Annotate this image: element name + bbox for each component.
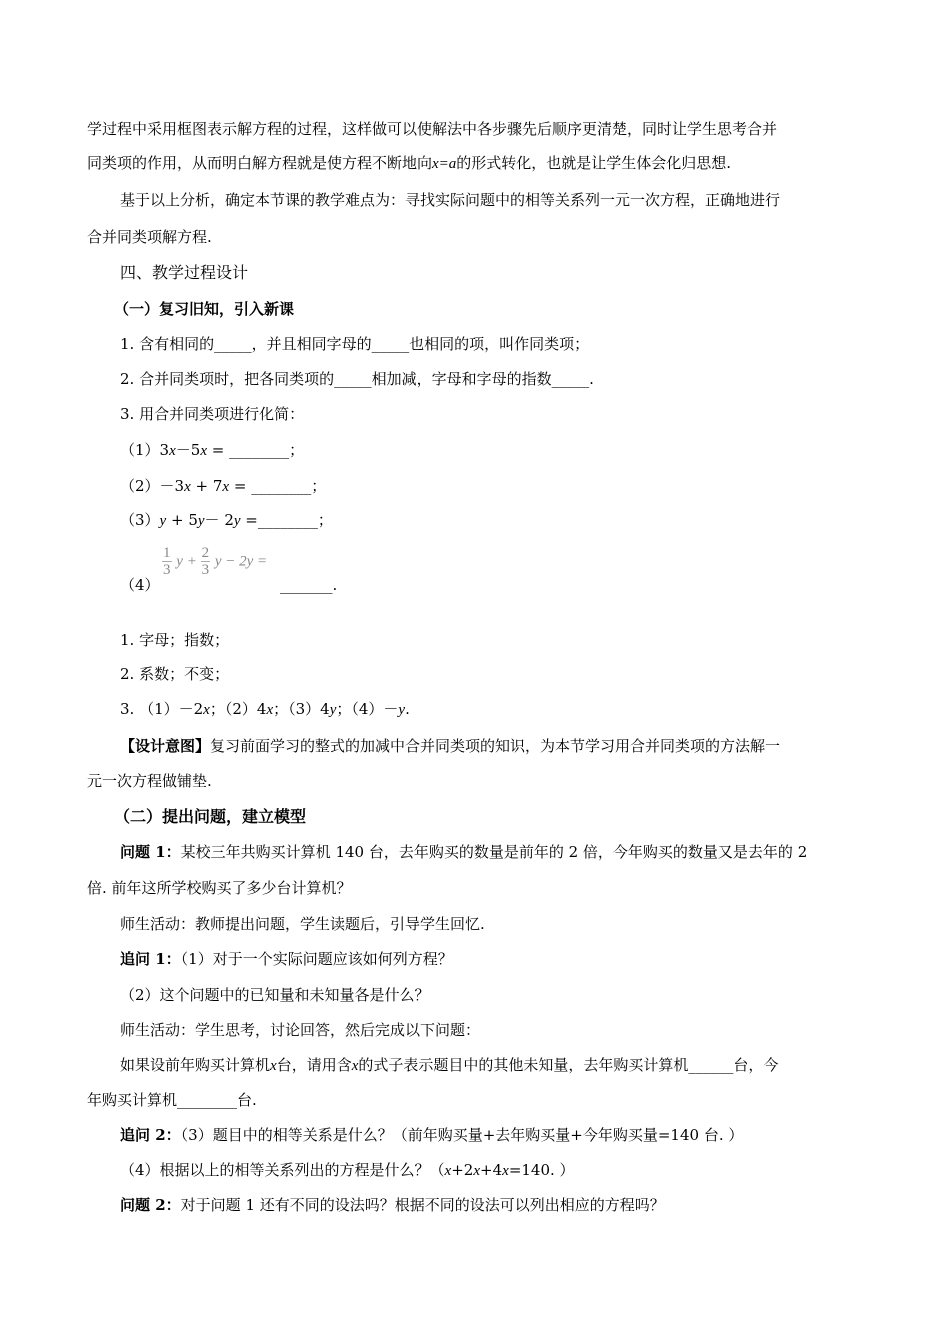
t: _______. [280,576,338,594]
answer-3 [120,699,410,720]
t: y − 2y = [214,553,268,570]
t: ；（3）4 [273,700,330,718]
paragraph-line: 年购买计算机________台. [87,1091,257,1109]
t: = ________； [229,477,327,495]
t: 追问 2： [120,1126,181,1144]
t: ；（2）4 [209,700,267,718]
follow-up-1 [120,949,453,969]
t: （1）3 [120,441,170,459]
fraction [162,545,172,578]
paragraph-line: 基于以上分析，确定本节课的教学难点为：寻找实际问题中的相等关系列一元一次方程，正确地进行 [120,191,781,209]
paragraph-line: 倍. 前年这所学校购买了多少台计算机？ [87,879,352,897]
subsection-heading: （一）复习旧知，引入新课 [114,300,295,318]
text: 同类项的作用，从而明白解方程就是使方程不断地向 [87,154,433,172]
t: x [270,1058,277,1074]
t: y + [176,553,201,570]
paragraph-line: 元一次方程做铺垫. [87,772,212,790]
activity: 师生活动：教师提出问题，学生读题后，引导学生回忆. [120,915,485,933]
t: x [184,479,191,495]
t: =140. ） [508,1161,575,1179]
t: （3）题目中的相等关系是什么？（前年购买量+去年购买量+今年购买量=140 台. ） [180,1126,744,1144]
t: x [444,1163,452,1179]
answer-1: 1. 字母；指数； [120,631,230,649]
t: y [398,702,406,718]
t: x [203,702,210,718]
expression-1 [120,440,304,461]
fraction [201,545,211,578]
t: +4 [480,1161,503,1179]
t: 如果设前年购买计算机 [120,1056,271,1074]
question-1: 1. 含有相同的_____，并且相同字母的_____也相同的项，叫作同类项； [120,335,590,353]
t: x [200,443,207,459]
activity: 师生活动：学生思考，讨论回答，然后完成以下问题： [120,1021,481,1039]
t: 问题 2： [120,1196,181,1214]
paragraph-line: （2）这个问题中的已知量和未知量各是什么？ [120,986,430,1004]
problem-1 [120,842,807,862]
design-intent [120,736,780,756]
paragraph-line [120,1160,575,1181]
t: =________； [240,511,333,529]
expression-2 [120,476,326,497]
t: ；（4）－ [336,700,399,718]
subsection-heading: （二）提出问题，建立模型 [114,807,307,826]
t: （3） [120,511,160,529]
answer-2: 2. 系数；不变； [120,665,230,683]
paragraph-line [87,153,731,174]
t: y [329,702,337,718]
t: +2 [451,1161,474,1179]
t: x [266,702,274,718]
t: 追问 1： [120,950,181,968]
t: 对于问题 1 还有不同的设法吗？根据不同的设法可以列出相应的方程吗？ [180,1196,665,1214]
question-2: 2. 合并同类项时，把各同类项的_____相加减，字母和字母的指数_____. [120,370,594,388]
t: （4） [120,576,160,594]
paragraph-line: 学过程中采用框图表示解方程的过程，这样做可以使解法中各步骤先后顺序更清楚，同时让学生思考合并 [87,120,778,138]
math: x=a [432,156,457,172]
t: x [502,1163,509,1179]
t: 【设计意图】 [120,737,211,755]
t: － 2 [204,511,234,529]
t: y [197,513,205,529]
t: x [351,1058,359,1074]
t: x [222,479,230,495]
t: （1）对于一个实际问题应该如何列方程？ [180,950,453,968]
question-3: 3. 用合并同类项进行化简： [120,405,305,423]
t: x [169,443,176,459]
t: + 5 [166,511,198,529]
t: 3 [163,562,171,578]
paragraph-line [120,1055,778,1076]
t: （2）－3 [120,477,185,495]
t: 复习前面学习的整式的加减中合并同类项的知识，为本节学习用合并同类项的方法解一 [210,737,781,755]
t: y [233,513,241,529]
t: 3 [201,562,210,578]
t: = ________； [206,441,305,459]
follow-up-2 [120,1125,743,1145]
t: y [159,513,167,529]
t: 台，请用含 [276,1056,352,1074]
expression-3 [120,510,333,531]
t: x [473,1163,481,1179]
t: . [405,700,410,718]
t: －5 [175,441,201,459]
problem-2 [120,1195,665,1215]
t: 某校三年共购买计算机 140 台，去年购买的数量是前年的 2 倍，今年购买的数量又是去年的 2 [180,843,808,861]
t: 问题 1： [120,843,181,861]
t: （4）根据以上的相等关系列出的方程是什么？（ [120,1161,445,1179]
section-heading: 四、教学过程设计 [120,263,249,282]
paragraph-line: 合并同类项解方程. [87,228,212,246]
t: + 7 [190,477,223,495]
t: 1 [163,545,171,561]
t: 3. （1）－2 [120,700,204,718]
t: 2 [201,545,210,561]
t: 的式子表示题目中的其他未知量，去年购买计算机______台，今 [358,1056,779,1074]
text: 的形式转化，也就是让学生体会化归思想. [456,154,732,172]
